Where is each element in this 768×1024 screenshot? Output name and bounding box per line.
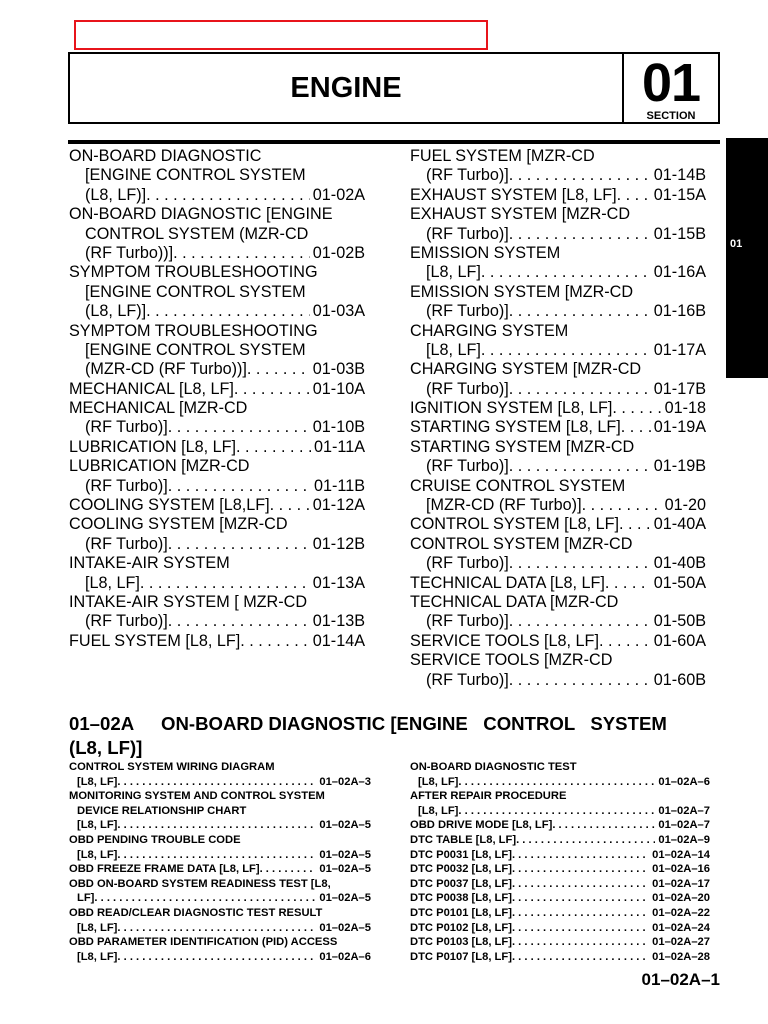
toc-entry-title: [MZR-CD (RF Turbo)] (426, 496, 582, 515)
dot-leader (240, 632, 310, 651)
sub-toc-entry[interactable] (410, 906, 710, 921)
sub-toc-entry[interactable] (410, 775, 710, 790)
toc-entry-page: 01-19A (653, 418, 706, 437)
toc-entry[interactable] (410, 186, 706, 205)
sub-toc-entry-title: [L8, LF] (77, 921, 118, 934)
sub-toc-entry-page: 01–02A–6 (319, 950, 371, 963)
toc-entry[interactable] (410, 302, 706, 321)
dot-leader (168, 535, 310, 554)
toc-entry[interactable] (410, 380, 706, 399)
sub-toc-entry[interactable] (69, 862, 371, 877)
dot-leader (117, 818, 316, 833)
subsection-number: 01–02A (69, 713, 135, 734)
toc-entry[interactable] (410, 574, 706, 593)
dot-leader (117, 921, 316, 936)
toc-entry-title: LUBRICATION [L8, LF] (69, 437, 237, 456)
toc-entry-title: (L8, LF)] (85, 302, 147, 321)
toc-entry[interactable] (410, 399, 706, 418)
toc-entry[interactable] (69, 225, 365, 244)
sub-toc-entry-title: DTC P0107 [L8, LF] (410, 950, 512, 963)
sub-toc-entry-page: 01–02A–17 (652, 877, 710, 890)
dot-leader (512, 848, 649, 863)
sub-toc-entry-page: 01–02A–5 (319, 921, 371, 934)
toc-entry[interactable] (410, 612, 706, 631)
sub-toc-entry-page: 01–02A–6 (658, 775, 710, 788)
toc-entry[interactable] (69, 322, 365, 341)
sub-toc-entry-title: DTC P0032 [L8, LF] (410, 863, 512, 876)
dot-leader (146, 302, 310, 321)
sub-toc-entry[interactable] (410, 862, 710, 877)
sub-toc-entry-page: 01–02A–14 (652, 848, 710, 861)
toc-entry-title: SERVICE TOOLS [MZR-CD (410, 651, 613, 670)
dot-leader (605, 574, 651, 593)
toc-entry[interactable] (410, 322, 706, 341)
toc-entry-title: (RF Turbo)] (426, 166, 509, 185)
toc-entry-title: [ENGINE CONTROL SYSTEM (85, 340, 306, 359)
sub-toc-entry[interactable] (69, 804, 371, 819)
toc-entry-page: 01-40B (653, 554, 706, 573)
dot-leader (612, 399, 661, 418)
toc-entry-title: [L8, LF] (426, 263, 481, 282)
dot-leader (236, 438, 311, 457)
toc-entry[interactable] (69, 399, 365, 418)
toc-entry[interactable] (410, 554, 706, 573)
toc-entry-title: (RF Turbo)] (85, 418, 168, 437)
toc-entry-page: 01-10B (312, 418, 365, 437)
toc-entry-title: CONTROL SYSTEM [L8, LF] (410, 515, 619, 534)
toc-entry[interactable] (69, 380, 365, 399)
toc-entry-page: 01-17B (653, 379, 706, 398)
toc-entry[interactable] (410, 205, 706, 224)
dot-leader (140, 574, 310, 593)
toc-entry-title: MECHANICAL [MZR-CD (69, 399, 248, 418)
sub-toc-entry-title: OBD PENDING TROUBLE CODE (69, 833, 241, 846)
toc-entry-title: TECHNICAL DATA [L8, LF] (410, 573, 605, 592)
toc-entry[interactable] (69, 360, 365, 379)
dot-leader (552, 818, 655, 833)
toc-entry[interactable] (69, 574, 365, 593)
sub-toc-entry[interactable] (410, 789, 710, 804)
toc-entry-page: 01-12B (312, 534, 365, 553)
toc-entry[interactable] (69, 477, 365, 496)
toc-entry[interactable] (69, 302, 365, 321)
dot-leader (516, 833, 655, 848)
sub-toc-entry[interactable] (69, 906, 371, 921)
sub-toc-entry[interactable] (410, 935, 710, 950)
toc-entry[interactable] (69, 612, 365, 631)
section-header (68, 52, 720, 124)
sub-toc-entry[interactable] (410, 891, 710, 906)
toc-entry-title: EXHAUST SYSTEM [L8, LF] (410, 185, 617, 204)
toc-entry[interactable] (410, 457, 706, 476)
sub-toc-entry[interactable] (69, 950, 371, 965)
sub-toc-entry-page: 01–02A–24 (652, 921, 710, 934)
toc-entry[interactable] (410, 360, 706, 379)
sub-toc-entry-title: [L8, LF] (418, 804, 459, 817)
dot-leader (512, 906, 649, 921)
toc-entry-title: EXHAUST SYSTEM [MZR-CD (410, 205, 631, 224)
dot-leader (234, 380, 310, 399)
toc-left-column (69, 147, 365, 651)
toc-entry-page: 01-16B (653, 302, 706, 321)
dot-leader (512, 877, 649, 892)
sub-toc-entry-title: MONITORING SYSTEM AND CONTROL SYSTEM (69, 790, 325, 803)
toc-entry-title: EMISSION SYSTEM [MZR-CD (410, 282, 634, 301)
section-number: 01 (641, 53, 701, 113)
toc-entry-page: 01-20 (664, 496, 706, 515)
dot-leader (599, 632, 651, 651)
dot-leader (509, 302, 651, 321)
sub-toc-entry-page: 01–02A–5 (319, 819, 371, 832)
toc-entry[interactable] (410, 438, 706, 457)
toc-entry[interactable] (69, 418, 365, 437)
toc-entry-title: ON-BOARD DIAGNOSTIC [ENGINE (69, 205, 333, 224)
sub-toc-entry-page: 01–02A–7 (658, 819, 710, 832)
toc-entry[interactable] (69, 457, 365, 476)
sub-toc-entry-page: 01–02A–16 (652, 863, 710, 876)
toc-entry-title: IGNITION SYSTEM [L8, LF] (410, 399, 613, 418)
sub-toc-entry-page: 01–02A–27 (652, 936, 710, 949)
dot-leader (512, 935, 649, 950)
sub-toc-entry-title: DTC P0038 [L8, LF] (410, 892, 512, 905)
sub-toc-entry-page: 01–02A–20 (652, 892, 710, 905)
toc-entry-title: CHARGING SYSTEM (410, 321, 569, 340)
toc-entry-page: 01-02A (312, 185, 365, 204)
dot-leader (247, 360, 310, 379)
sub-toc-entry-title: AFTER REPAIR PROCEDURE (410, 790, 567, 803)
toc-entry-title: (L8, LF)] (85, 185, 147, 204)
toc-entry-page: 01-16A (653, 263, 706, 282)
toc-entry[interactable] (69, 438, 365, 457)
toc-entry[interactable] (410, 263, 706, 282)
toc-entry[interactable] (69, 147, 365, 166)
sub-toc-entry-title: OBD FREEZE FRAME DATA [L8, LF] (69, 863, 260, 876)
toc-entry-title: (RF Turbo)] (85, 612, 168, 631)
dot-leader (509, 380, 651, 399)
toc-entry-title: SYMPTOM TROUBLESHOOTING (69, 321, 318, 340)
toc-entry-page: 01-60B (653, 670, 706, 689)
toc-entry[interactable] (410, 632, 706, 651)
toc-entry-title: [ENGINE CONTROL SYSTEM (85, 282, 306, 301)
toc-entry[interactable] (69, 283, 365, 302)
sub-toc-entry-title: DTC TABLE [L8, LF] (410, 833, 517, 846)
toc-entry-title: (RF Turbo)] (426, 612, 509, 631)
dot-leader (117, 775, 316, 790)
toc-entry-page: 01-14B (653, 166, 706, 185)
dot-leader (481, 263, 651, 282)
sub-toc-entry-title: LF] (77, 892, 95, 905)
toc-entry-page: 01-15B (653, 224, 706, 243)
sub-toc-entry[interactable] (69, 833, 371, 848)
subsection-heading (69, 712, 721, 760)
toc-entry-title: CHARGING SYSTEM [MZR-CD (410, 360, 642, 379)
toc-entry-title: (RF Turbo)] (426, 302, 509, 321)
sub-toc-entry-title: DEVICE RELATIONSHIP CHART (77, 804, 247, 817)
toc-entry-title: (RF Turbo)] (85, 476, 168, 495)
sub-toc-entry-page: 01–02A–3 (319, 775, 371, 788)
toc-entry-title: SERVICE TOOLS [L8, LF] (410, 631, 599, 650)
sub-toc-entry-page: 01–02A–5 (319, 863, 371, 876)
sub-toc-entry-page: 01–02A–5 (319, 848, 371, 861)
dot-leader (582, 496, 662, 515)
dot-leader (168, 612, 310, 631)
dot-leader (512, 921, 649, 936)
toc-entry[interactable] (69, 632, 365, 651)
toc-entry-title: CONTROL SYSTEM (MZR-CD (85, 224, 309, 243)
toc-entry-title: STARTING SYSTEM [L8, LF] (410, 418, 621, 437)
toc-entry-title: (RF Turbo)] (85, 534, 168, 553)
page-title: ENGINE (70, 54, 624, 122)
toc-entry[interactable] (69, 205, 365, 224)
subsection-title: ON-BOARD DIAGNOSTIC [ENGINE CONTROL SYSTEM (161, 713, 667, 734)
sub-toc-entry[interactable] (69, 789, 371, 804)
sub-toc-entry-page: 01–02A–7 (658, 804, 710, 817)
sub-toc-entry-title: OBD READ/CLEAR DIAGNOSTIC TEST RESULT (69, 906, 323, 919)
toc-entry[interactable] (410, 244, 706, 263)
sub-toc-entry-title: DTC P0101 [L8, LF] (410, 906, 512, 919)
dot-leader (117, 848, 316, 863)
section-badge (624, 54, 718, 122)
dot-leader (260, 862, 317, 877)
sub-toc-entry[interactable] (410, 921, 710, 936)
sub-toc-entry[interactable] (410, 833, 710, 848)
sub-toc-entry-page: 01–02A–22 (652, 906, 710, 919)
toc-entry-title: (RF Turbo)] (426, 554, 509, 573)
dot-leader (173, 244, 310, 263)
toc-entry-title: (RF Turbo)] (426, 670, 509, 689)
sub-toc-entry-title: [L8, LF] (77, 819, 118, 832)
toc-entry-page: 01-19B (653, 457, 706, 476)
sub-toc-entry[interactable] (410, 760, 710, 775)
toc-entry[interactable] (69, 186, 365, 205)
sub-toc-entry-title: [L8, LF] (77, 848, 118, 861)
sub-toc-entry-title: [L8, LF] (418, 775, 459, 788)
sub-toc-entry[interactable] (69, 935, 371, 950)
toc-entry-page: 01-13B (312, 612, 365, 631)
toc-entry[interactable] (410, 341, 706, 360)
toc-entry-page: 01-11A (314, 437, 365, 456)
toc-entry-title: (MZR-CD (RF Turbo))] (85, 360, 247, 379)
dot-leader (146, 186, 310, 205)
toc-entry[interactable] (410, 166, 706, 185)
sub-toc-entry-title: OBD PARAMETER IDENTIFICATION (PID) ACCESS (69, 936, 338, 949)
sub-toc-entry-title: OBD ON-BOARD SYSTEM READINESS TEST [L8, (69, 877, 331, 890)
toc-entry-title: STARTING SYSTEM [MZR-CD (410, 437, 635, 456)
dot-leader (458, 804, 655, 819)
dot-leader (509, 225, 651, 244)
toc-entry[interactable] (410, 147, 706, 166)
toc-entry[interactable] (410, 496, 706, 515)
toc-entry-title: LUBRICATION [MZR-CD (69, 457, 250, 476)
toc-entry-page: 01-12A (312, 496, 365, 515)
sub-toc-entry-title: DTC P0102 [L8, LF] (410, 921, 512, 934)
sub-toc-entry[interactable] (410, 848, 710, 863)
toc-entry-page: 01-10A (312, 379, 365, 398)
toc-entry[interactable] (69, 496, 365, 515)
toc-entry-title: [L8, LF] (85, 573, 140, 592)
sub-toc-entry-title: CONTROL SYSTEM WIRING DIAGRAM (69, 761, 275, 773)
dot-leader (458, 775, 655, 790)
sub-toc-entry[interactable] (69, 891, 371, 906)
toc-entry-page: 01-02B (312, 243, 365, 262)
sub-toc-entry-page: 01–02A–5 (319, 892, 371, 905)
toc-entry-page: 01-13A (312, 573, 365, 592)
toc-entry-title: (RF Turbo)] (426, 224, 509, 243)
toc-entry[interactable] (410, 515, 706, 534)
toc-entry-title: FUEL SYSTEM [MZR-CD (410, 147, 595, 165)
dot-leader (509, 166, 651, 185)
toc-entry-title: SYMPTOM TROUBLESHOOTING (69, 263, 318, 282)
dot-leader (168, 477, 311, 496)
dot-leader (619, 515, 651, 534)
dot-leader (512, 950, 649, 965)
toc-entry[interactable] (69, 593, 365, 612)
sub-toc-entry-title: ON-BOARD DIAGNOSTIC TEST (410, 761, 577, 773)
sub-toc-entry[interactable] (410, 818, 710, 833)
toc-entry-title: (RF Turbo)] (426, 457, 509, 476)
toc-entry[interactable] (69, 244, 365, 263)
toc-entry-page: 01-50B (653, 612, 706, 631)
highlight-box (74, 20, 488, 50)
toc-entry-page: 01-14A (312, 631, 365, 650)
toc-entry[interactable] (410, 418, 706, 437)
sub-toc-entry[interactable] (410, 950, 710, 965)
dot-leader (270, 496, 310, 515)
dot-leader (512, 891, 649, 906)
toc-entry-title: INTAKE-AIR SYSTEM [ MZR-CD (69, 592, 308, 611)
sub-toc-entry-title: DTC P0031 [L8, LF] (410, 848, 512, 861)
sub-toc-entry-page: 01–02A–28 (652, 950, 710, 963)
toc-entry-page: 01-15A (653, 185, 706, 204)
sub-toc-left-column (69, 760, 371, 964)
toc-entry-title: EMISSION SYSTEM (410, 243, 561, 262)
toc-entry-title: (RF Turbo))] (85, 243, 174, 262)
side-tab-label: 01 (730, 238, 743, 250)
dot-leader (94, 891, 316, 906)
sub-toc-entry-title: OBD DRIVE MODE [L8, LF] (410, 819, 553, 832)
dot-leader (617, 186, 651, 205)
subsection-title-line2: (L8, LF)] (69, 737, 143, 758)
toc-entry-page: 01-60A (653, 631, 706, 650)
page-number: 01–02A–1 (641, 970, 720, 989)
dot-leader (621, 418, 651, 437)
toc-entry-page: 01-17A (653, 340, 706, 359)
toc-entry[interactable] (69, 515, 365, 534)
toc-entry-title: TECHNICAL DATA [MZR-CD (410, 592, 619, 611)
toc-entry-page: 01-50A (653, 573, 706, 592)
toc-entry[interactable] (410, 225, 706, 244)
sub-toc-entry-title: DTC P0103 [L8, LF] (410, 936, 512, 949)
toc-entry[interactable] (69, 341, 365, 360)
section-label: SECTION (646, 110, 696, 122)
toc-entry[interactable] (410, 283, 706, 302)
toc-entry[interactable] (410, 671, 706, 690)
toc-entry[interactable] (410, 477, 706, 496)
sub-toc-entry[interactable] (410, 877, 710, 892)
toc-entry-page: 01-03A (312, 302, 365, 321)
sub-toc-entry-title: [L8, LF] (77, 950, 118, 963)
toc-entry-title: COOLING SYSTEM [MZR-CD (69, 515, 288, 534)
sub-toc-entry[interactable] (69, 760, 371, 775)
toc-entry-page: 01-18 (664, 399, 706, 418)
toc-entry-page: 01-11B (314, 476, 365, 495)
sub-toc-entry-page: 01–02A–9 (658, 833, 710, 846)
sub-toc-entry[interactable] (410, 804, 710, 819)
dot-leader (509, 671, 651, 690)
toc-entry-page: 01-03B (312, 360, 365, 379)
toc-right-column (410, 147, 706, 690)
toc-entry-title: FUEL SYSTEM [L8, LF] (69, 631, 241, 650)
toc-entry-title: COOLING SYSTEM [L8,LF] (69, 496, 270, 515)
dot-leader (481, 341, 651, 360)
sub-toc-entry[interactable] (69, 877, 371, 892)
header-rule (68, 140, 720, 144)
sub-toc-entry[interactable] (69, 818, 371, 833)
dot-leader (509, 554, 651, 573)
sub-toc-entry[interactable] (69, 775, 371, 790)
toc-entry-title: (RF Turbo)] (426, 379, 509, 398)
toc-entry[interactable] (410, 535, 706, 554)
sub-toc-entry-title: DTC P0037 [L8, LF] (410, 877, 512, 890)
toc-entry[interactable] (69, 166, 365, 185)
toc-entry[interactable] (69, 535, 365, 554)
toc-entry-title: [ENGINE CONTROL SYSTEM (85, 166, 306, 185)
toc-entry[interactable] (69, 554, 365, 573)
toc-entry-title: ON-BOARD DIAGNOSTIC (69, 147, 262, 165)
dot-leader (168, 418, 310, 437)
sub-toc-right-column (410, 760, 710, 964)
sub-toc-entry[interactable] (69, 921, 371, 936)
dot-leader (117, 950, 316, 965)
toc-entry-title: CRUISE CONTROL SYSTEM (410, 476, 626, 495)
toc-entry[interactable] (69, 263, 365, 282)
sub-toc-entry-title: [L8, LF] (77, 775, 118, 788)
toc-entry-title: [L8, LF] (426, 340, 481, 359)
side-tab (726, 138, 768, 378)
sub-toc-entry[interactable] (69, 848, 371, 863)
toc-entry-title: CONTROL SYSTEM [MZR-CD (410, 534, 633, 553)
toc-entry-title: INTAKE-AIR SYSTEM (69, 554, 230, 573)
toc-entry[interactable] (410, 593, 706, 612)
toc-entry-title: MECHANICAL [L8, LF] (69, 379, 234, 398)
toc-entry[interactable] (410, 651, 706, 670)
dot-leader (512, 862, 649, 877)
dot-leader (509, 457, 651, 476)
toc-entry-page: 01-40A (653, 515, 706, 534)
dot-leader (509, 612, 651, 631)
